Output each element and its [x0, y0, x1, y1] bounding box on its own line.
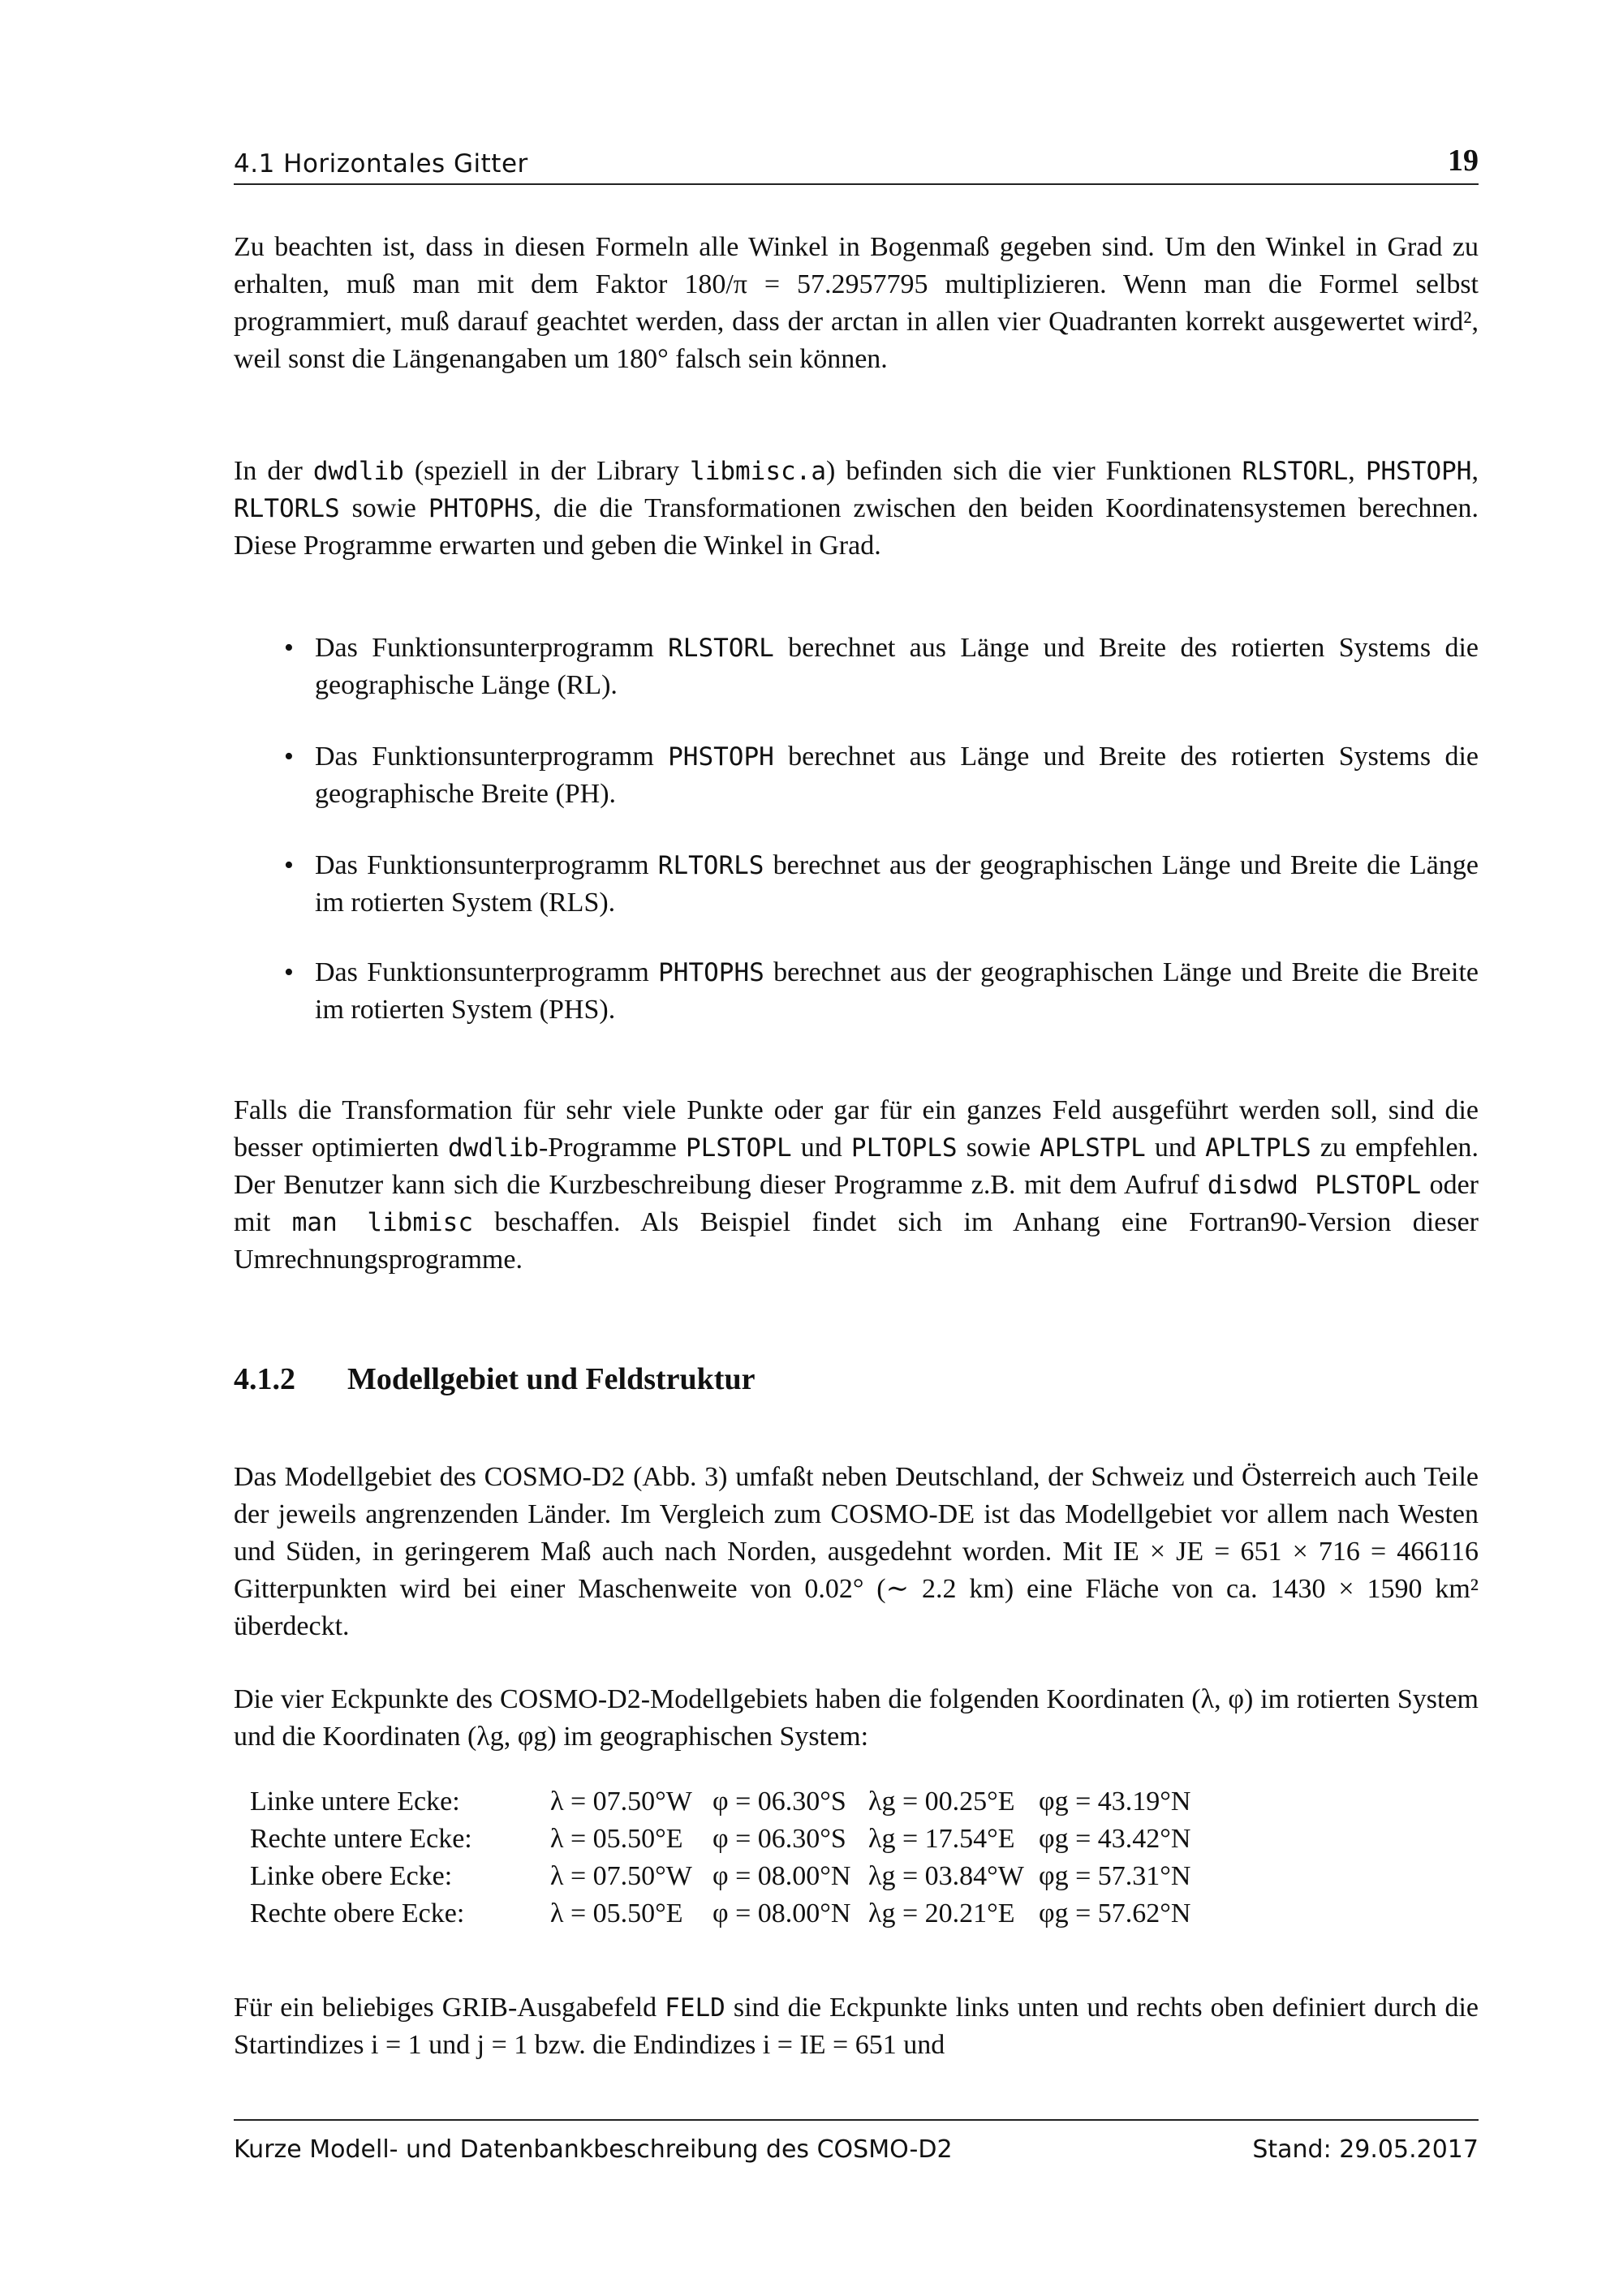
code-phtophs: PHTOPHS [428, 494, 535, 523]
code-feld: FELD [665, 1993, 725, 2023]
page-number: 19 [1448, 144, 1479, 178]
paragraph-dwdlib-functions: In der dwdlib (speziell in der Library libmisc.a) befinden sich die vier Funktionen RLSTORL, PHSTOPH, RLTORLS sowie PHTOPHS, die die Transformationen zwischen den beiden Koordinatensystemen berechnen. Diese Programme erwarten und geben die Winkel in Grad. [234, 456, 1479, 561]
section-number: 4.1.2 [234, 1362, 295, 1396]
section-heading [234, 1361, 755, 1397]
footer-date: Stand: 29.05.2017 [1252, 2135, 1479, 2164]
running-header [234, 140, 1479, 185]
bullet-icon: • [284, 633, 294, 663]
paragraph-grib-field: Für ein beliebiges GRIB-Ausgabefeld FELD sind die Eckpunkte links unten und rechts oben definiert durch die Startindizes i = 1 und j = 1 bzw. die Endindizes i = IE = 651 und [234, 1993, 1479, 2060]
code-rlstorl: RLSTORL [1242, 457, 1349, 486]
corner-coordinates-table [250, 1783, 1201, 1933]
code-dwdlib: dwdlib [312, 457, 404, 486]
bullet-icon: • [284, 742, 294, 772]
footer-document-title: Kurze Modell- und Datenbankbeschreibung des COSMO-D2 [234, 2135, 953, 2164]
code-rltorls: RLTORLS [234, 494, 340, 523]
table-row: Rechte untere Ecke: λ = 05.50°E φ = 06.30°S λg = 17.54°E φg = 43.42°N [250, 1824, 1191, 1854]
paragraph-optimized-programs: Falls die Transformation für sehr viele Punkte oder gar für ein ganzes Feld ausgeführt werden soll, sind die besser optimierten dwdlib-Programme PLSTOPL und PLTOPLS sowie APLSTPL und APLTPLS zu empfehlen. Der Benutzer kann sich die Kurzbeschreibung dieser Programme z.B. mit dem Aufruf disdwd PLSTOPL oder mit man libmisc beschaffen. Als Beispiel findet sich im Anhang eine Fortran90-Version dieser Umrechnungsprogramme. [234, 1095, 1479, 1275]
running-footer [234, 2119, 1479, 2164]
bullet-icon: • [284, 957, 294, 987]
section-title: Modellgebiet und Feldstruktur [347, 1362, 756, 1396]
table-row: Linke untere Ecke: λ = 07.50°W φ = 06.30°S λg = 00.25°E φg = 43.19°N [250, 1786, 1191, 1817]
paragraph-model-domain: Das Modellgebiet des COSMO-D2 (Abb. 3) umfaßt neben Deutschland, der Schweiz und Österreich auch Teile der jeweils angrenzenden Länder. Im Vergleich zum COSMO-DE ist das Modellgebiet vor allem nach Westen und Süden, in geringerem Maß auch nach Norden, ausgedehnt worden. Mit IE × JE = 651 × 716 = 466116 Gitterpunkten wird bei einer Maschenweite von 0.02° (∼ 2.2 km) eine Fläche von ca. 1430 × 1590 km² überdeckt. [234, 1462, 1479, 1641]
table-row: Linke obere Ecke: λ = 07.50°W φ = 08.00°N λg = 03.84°W φg = 57.31°N [250, 1861, 1191, 1891]
paragraph-corner-intro: Die vier Eckpunkte des COSMO-D2-Modellgebiets haben die folgenden Koordinaten (λ, φ) im rotierten System und die Koordinaten (λg, φg) im geographischen System: [234, 1684, 1479, 1752]
bullet-icon: • [284, 850, 294, 880]
header-section-title: 4.1 Horizontales Gitter [234, 149, 528, 178]
code-libmisc: libmisc.a [690, 457, 827, 486]
table-row: Rechte obere Ecke: λ = 05.50°E φ = 08.00°N λg = 20.21°E φg = 57.62°N [250, 1898, 1191, 1928]
code-phstoph: PHSTOPH [1365, 457, 1472, 486]
paragraph-bogenmass: Zu beachten ist, dass in diesen Formeln alle Winkel in Bogenmaß gegeben sind. Um den Winkel in Grad zu erhalten, muß man mit dem Faktor 180/π = 57.2957795 multiplizieren. Wenn man die Formel selbst programmiert, muß darauf geachtet werden, dass der arctan in allen vier Quadranten korrekt ausgewertet wird², weil sonst die Längenangaben um 180° falsch sein können. [234, 232, 1479, 374]
